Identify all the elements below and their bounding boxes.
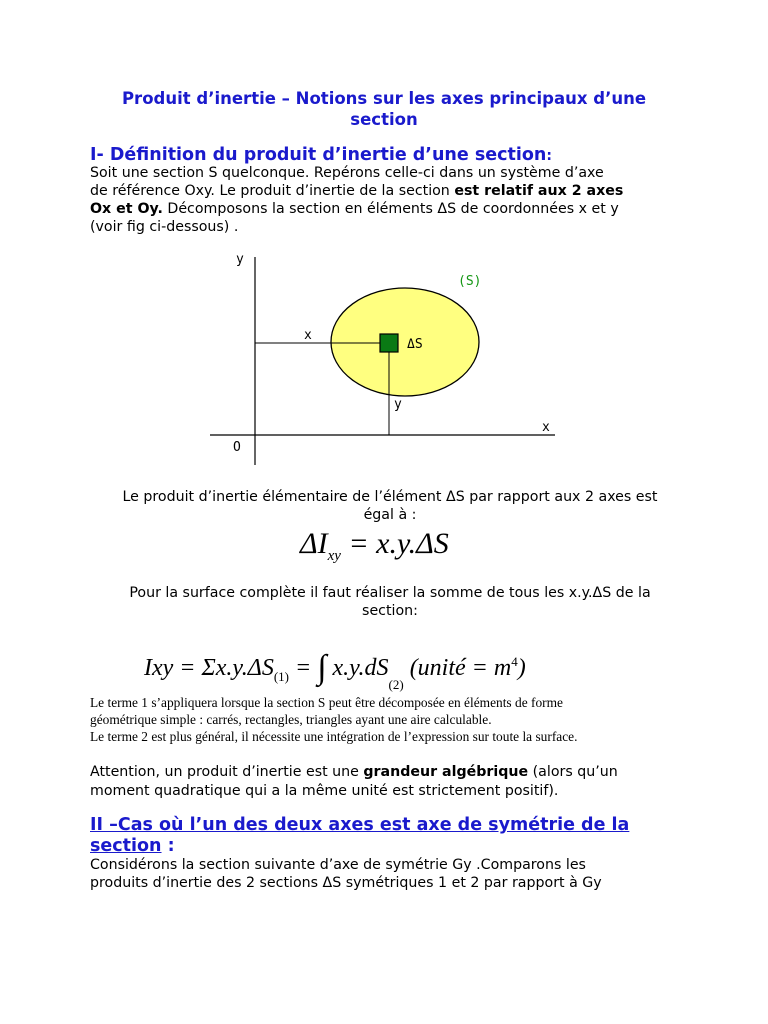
title-line-2: section — [350, 110, 418, 129]
formula-2-close-paren: ) — [517, 655, 526, 681]
section-figure — [200, 245, 570, 470]
section-2-heading-line-2: section — [90, 836, 162, 856]
complete-surface-line-2: section: — [362, 603, 418, 619]
formula-1-delta-i: ΔI — [300, 527, 328, 560]
attention-line-2: moment quadratique qui a la même unité est strictement positif). — [90, 783, 559, 799]
element-delta-s-square — [380, 334, 398, 352]
attention-bold-term: grandeur algébrique — [363, 764, 529, 780]
section-1-line-2-bold: est relatif aux 2 axes — [454, 183, 624, 199]
formula-2-exponent: 4 — [511, 654, 518, 669]
section-1-line-3 — [90, 200, 690, 218]
section-1-line-3-text: Décomposons la section en éléments ΔS de coordonnées x et y — [162, 201, 619, 217]
formula-2-subscript-1: (1) — [273, 668, 289, 684]
section-2-heading-colon: : — [161, 836, 175, 856]
formula-2-equals: = — [289, 655, 318, 681]
section-2-line-2: produits d’inertie des 2 sections ΔS symétriques 1 et 2 par rapport à Gy — [90, 875, 602, 891]
terms-note-line-2: géométrique simple : carrés, rectangles, triangles ayant une aire calculable. — [90, 712, 492, 727]
section-2-line-1: Considérons la section suivante d’axe de symétrie Gy .Comparons les — [90, 857, 586, 873]
origin-label: O — [233, 440, 241, 455]
formula-2-unit: (unité = m — [409, 655, 512, 681]
section-1-heading-text: I- Définition du produit d’inertie d’une section — [90, 145, 547, 165]
section-1-line-2 — [90, 182, 690, 200]
section-2-heading-line-1: II –Cas où l’un des deux axes est axe de symétrie de la — [90, 815, 630, 835]
y-axis-label: y — [236, 252, 244, 267]
formula-2-lhs: Ixy = Σx.y.ΔS — [144, 655, 274, 681]
attention-paragraph — [90, 763, 690, 801]
formula-elementary-product — [300, 524, 600, 576]
attention-line-1-text: Attention, un produit d’inertie est une — [90, 764, 364, 780]
attention-line-1 — [90, 763, 690, 782]
section-2-heading-line-2-wrap — [90, 836, 690, 857]
formula-2-subscript-2: (2) — [388, 677, 404, 692]
complete-surface-text — [90, 584, 690, 620]
y-coordinate-label: y — [394, 397, 402, 412]
elementary-product-line-1: Le produit d’inertie élémentaire de l’élément ΔS par rapport aux 2 axes est — [122, 489, 658, 505]
section-1-heading-colon: : — [546, 148, 552, 164]
section-s-ellipse — [331, 288, 479, 396]
section-1-line-4: (voir fig ci-dessous) . — [90, 219, 239, 235]
section-1-heading — [90, 145, 690, 166]
section-1-paragraph — [90, 164, 690, 236]
terms-note-line-3: Le terme 2 est plus général, il nécessite une intégration de l’expression sur toute la surface. — [90, 729, 578, 744]
section-1-line-2-text: de référence Oxy. Le produit d’inertie de la section — [90, 183, 455, 199]
section-s-label: (S) — [458, 274, 482, 289]
document-title — [80, 88, 688, 130]
attention-line-1-end: (alors qu’un — [528, 764, 618, 780]
element-delta-s-label: ΔS — [407, 337, 423, 352]
terms-note-line-1: Le terme 1 s’appliquera lorsque la section S peut être décomposée en éléments de forme — [90, 695, 563, 710]
section-1-line-3-bold: Ox et Oy. — [90, 201, 163, 217]
integral-sign: ∫ — [317, 649, 327, 686]
complete-surface-line-1: Pour la surface complète il faut réaliser la somme de tous les x.y.ΔS de la — [129, 585, 651, 601]
formula-2-term-2: x.y.dS — [326, 655, 389, 681]
section-2-heading — [90, 815, 690, 857]
formula-1-subscript-xy: xy — [327, 548, 341, 564]
x-axis-label: x — [542, 420, 550, 435]
x-coordinate-label: x — [304, 328, 312, 343]
elementary-product-text — [90, 488, 690, 524]
formula-1-rhs: = x.y.ΔS — [340, 527, 449, 560]
section-2-paragraph — [90, 856, 690, 892]
terms-notes — [90, 694, 710, 745]
elementary-product-line-2: égal à : — [363, 507, 417, 523]
title-line-1: Produit d’inertie – Notions sur les axes principaux d’une — [121, 89, 647, 108]
section-1-line-1: Soit une section S quelconque. Repérons celle-ci dans un système d’axe — [90, 165, 604, 181]
